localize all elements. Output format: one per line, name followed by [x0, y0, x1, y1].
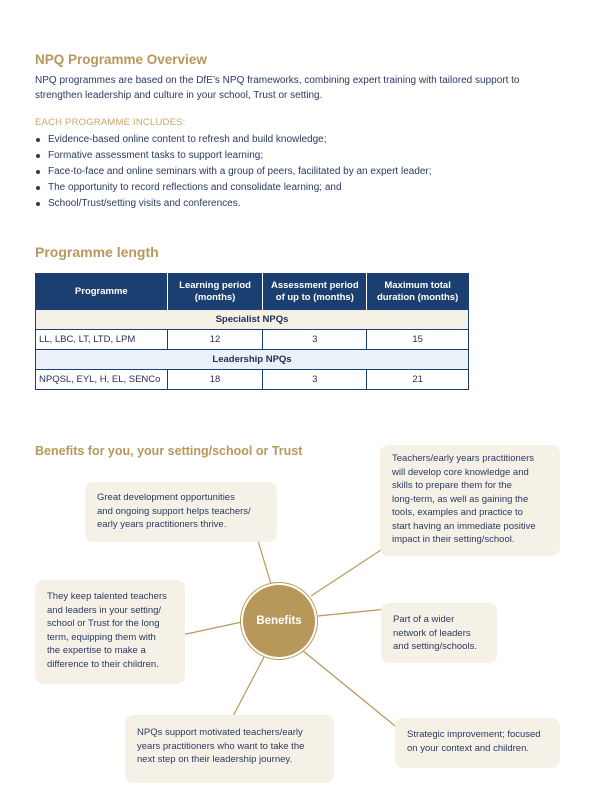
connector-line — [177, 622, 242, 636]
column-header: Learning period (months) — [167, 274, 263, 310]
list-item-text: Formative assessment tasks to support learning; — [48, 150, 264, 161]
benefit-bubble: Part of a wider network of leaders and setting/schools. — [381, 603, 497, 663]
intro-line: strengthen leadership and culture in your school, Trust or setting. — [35, 90, 323, 101]
table-cell: NPQSL, EYL, H, EL, SENCo — [36, 370, 168, 390]
column-header: Assessment period of up to (months) — [263, 274, 367, 310]
table-cell: 12 — [167, 330, 263, 350]
benefit-bubble: NPQs support motivated teachers/early years practitioners who want to take the next step on their leadership journey. — [125, 715, 334, 783]
intro-line: NPQ programmes are based on the DfE’s NPQ frameworks, combining expert training with tailored support to — [35, 75, 520, 86]
table-cell: 18 — [167, 370, 263, 390]
table-cell: LL, LBC, LT, LTD, LPM — [36, 330, 168, 350]
table-cell: 15 — [367, 330, 469, 350]
list-item-text: Face-to-face and online seminars with a group of peers, facilitated by an expert leader; — [48, 166, 432, 177]
benefit-bubble: Strategic improvement; focused on your context and children. — [395, 718, 560, 768]
includes-heading: EACH PROGRAMME INCLUDES: — [35, 117, 186, 128]
benefits-center: Benefits — [243, 585, 315, 657]
group-label: Specialist NPQs — [36, 310, 469, 330]
connector-line — [318, 609, 387, 616]
table-cell: 21 — [367, 370, 469, 390]
connector-line — [230, 657, 264, 722]
connector-line — [311, 546, 387, 596]
benefit-bubble: Teachers/early years practitioners will develop core knowledge and skills to prepare them for the long-term, as well as gaining the tools, examples and practice to start having an immediate positive impact in their setting/school. — [380, 445, 560, 556]
list-item-text: The opportunity to record reflections and consolidate learning; and — [48, 182, 342, 193]
overview-title: NPQ Programme Overview — [35, 52, 207, 67]
column-header: Maximum total duration (months) — [367, 274, 469, 310]
list-item-text: School/Trust/setting visits and conferences. — [48, 198, 241, 209]
benefit-bubble: Great development opportunities and ongoing support helps teachers/ early years practitioners thrive. — [85, 482, 277, 542]
table-cell: 3 — [263, 370, 367, 390]
programme-length-title: Programme length — [35, 244, 159, 260]
benefit-bubble: They keep talented teachers and leaders in your setting/ school or Trust for the long term, equipping them with the expertise to make a difference to their children. — [35, 580, 185, 684]
table-cell: 3 — [263, 330, 367, 350]
group-label: Leadership NPQs — [36, 350, 469, 370]
list-item-text: Evidence-based online content to refresh and build knowledge; — [48, 134, 327, 145]
column-header: Programme — [36, 274, 168, 310]
benefits-title: Benefits for you, your setting/school or Trust — [35, 444, 303, 458]
